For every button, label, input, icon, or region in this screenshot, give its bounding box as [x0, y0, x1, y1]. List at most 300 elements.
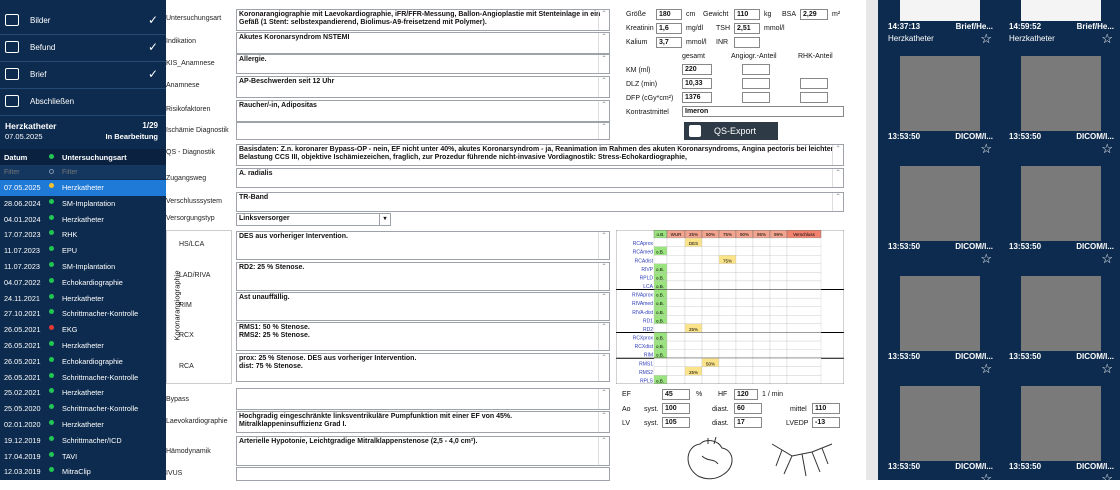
grid-mark-label: 25%	[688, 326, 699, 332]
lvedp-label: LVEDP	[786, 420, 809, 427]
grid-cell[interactable]	[685, 290, 702, 299]
grid-cell[interactable]	[685, 350, 702, 359]
grid-cell[interactable]	[770, 290, 787, 299]
grid-cell[interactable]	[702, 341, 719, 350]
grid-cell[interactable]	[753, 255, 770, 264]
grid-cell[interactable]	[736, 298, 753, 307]
history-row[interactable]	[0, 259, 166, 275]
history-row[interactable]	[0, 306, 166, 322]
history-row[interactable]	[0, 370, 166, 386]
grid-cell[interactable]	[787, 315, 821, 324]
grid-cell[interactable]	[787, 307, 821, 316]
field-box[interactable]	[236, 76, 610, 98]
field-scrollbar[interactable]: ⌃	[598, 293, 609, 320]
grid-cell[interactable]	[667, 358, 685, 367]
grid-cell[interactable]	[719, 272, 736, 281]
dlz-angio-input[interactable]	[742, 78, 770, 89]
grid-cell[interactable]	[753, 298, 770, 307]
check-icon: ✓	[147, 67, 158, 81]
grid-cell[interactable]	[719, 350, 736, 359]
history-row[interactable]	[0, 449, 166, 465]
grid-cell[interactable]	[787, 375, 821, 384]
star-icon[interactable]: ☆	[1101, 31, 1113, 46]
image-thumbnail[interactable]	[1001, 386, 1118, 490]
history-row[interactable]	[0, 322, 166, 338]
grid-cell[interactable]	[702, 290, 719, 299]
grid-cell[interactable]	[770, 341, 787, 350]
grid-cell[interactable]	[702, 281, 719, 290]
grid-cell[interactable]	[770, 247, 787, 256]
grid-cell[interactable]	[702, 238, 719, 247]
grid-cell[interactable]	[685, 307, 702, 316]
grid-cell[interactable]	[736, 358, 753, 367]
history-table-header	[0, 149, 166, 165]
grid-cell[interactable]	[736, 238, 753, 247]
kreatinin-input[interactable]: 1,6	[656, 23, 682, 34]
grid-cell[interactable]	[770, 367, 787, 376]
grid-cell[interactable]	[753, 375, 770, 384]
dlz-input[interactable]: 10,33	[682, 78, 712, 89]
grid-cell[interactable]	[787, 255, 821, 264]
lvedp-input[interactable]: -13	[812, 417, 840, 428]
history-type: SM-Implantation	[62, 262, 116, 271]
image-time: 13:53:50	[1009, 352, 1042, 361]
grid-cell[interactable]	[702, 272, 719, 281]
grid-cell[interactable]	[736, 281, 753, 290]
history-row[interactable]	[0, 243, 166, 259]
history-date: 11.07.2023	[4, 246, 40, 256]
grid-cell[interactable]	[685, 255, 702, 264]
field-scrollbar[interactable]: ⌃	[832, 193, 843, 211]
column-type[interactable]: Untersuchungsart	[62, 153, 127, 162]
grid-header-label: Verschluss	[793, 232, 815, 237]
ivus-label: IVUS	[166, 470, 183, 477]
field-scrollbar[interactable]: ⌃	[598, 55, 609, 73]
field-scrollbar[interactable]: ⌃	[598, 389, 609, 409]
grid-cell[interactable]	[736, 247, 753, 256]
grid-header-label: 75%	[722, 232, 733, 237]
history-type: Herzkatheter	[62, 341, 104, 350]
grid-cell[interactable]	[787, 367, 821, 376]
image-thumbnail[interactable]	[1001, 0, 1118, 50]
history-date: 04.07.2022	[4, 277, 41, 287]
angiography-image[interactable]	[900, 0, 980, 21]
star-icon[interactable]: ☆	[1101, 471, 1113, 486]
history-row[interactable]	[0, 433, 166, 449]
angiography-image[interactable]	[900, 386, 980, 461]
star-icon[interactable]: ☆	[1101, 251, 1113, 266]
angiography-image[interactable]	[1021, 56, 1101, 131]
dfp-rhk-input[interactable]	[800, 92, 828, 103]
grid-cell[interactable]	[770, 255, 787, 264]
chevron-down-icon[interactable]: ▾	[379, 214, 390, 225]
image-time: 13:53:50	[888, 242, 921, 251]
bypass-field[interactable]	[236, 388, 610, 410]
grid-cell[interactable]	[702, 324, 719, 333]
grid-cell[interactable]	[770, 281, 787, 290]
grid-cell[interactable]	[770, 298, 787, 307]
image-thumbnail[interactable]	[880, 386, 997, 490]
grid-cell[interactable]	[667, 324, 685, 333]
grid-cell[interactable]	[736, 324, 753, 333]
grid-cell[interactable]	[787, 298, 821, 307]
grid-cell[interactable]	[787, 350, 821, 359]
grid-cell[interactable]	[719, 281, 736, 290]
segment-label: RCX	[179, 332, 194, 339]
grid-cell[interactable]	[702, 350, 719, 359]
grid-cell[interactable]	[719, 238, 736, 247]
qs-export-label: QS-Export	[714, 126, 757, 136]
grid-cell[interactable]	[753, 350, 770, 359]
stenosis-grid[interactable]	[616, 230, 844, 384]
field-box[interactable]	[236, 32, 610, 54]
history-row[interactable]	[0, 227, 166, 243]
field-scrollbar[interactable]: ⌃	[598, 33, 609, 53]
grid-cell[interactable]	[719, 298, 736, 307]
gewicht-input[interactable]: 110	[734, 9, 760, 20]
grid-cell[interactable]	[787, 324, 821, 333]
grid-cell[interactable]	[702, 307, 719, 316]
segment-field[interactable]	[236, 231, 610, 260]
grid-cell[interactable]	[654, 367, 667, 376]
grid-cell[interactable]	[685, 358, 702, 367]
grid-ob-label: o.B.	[656, 309, 665, 315]
status-dot	[49, 373, 54, 378]
grid-cell[interactable]	[667, 350, 685, 359]
grid-cell[interactable]	[654, 238, 667, 247]
grid-cell[interactable]	[685, 247, 702, 256]
grid-cell[interactable]	[702, 332, 719, 341]
grid-cell[interactable]	[719, 341, 736, 350]
dfp-input[interactable]: 1376	[682, 92, 712, 103]
history-row[interactable]	[0, 385, 166, 401]
grid-cell[interactable]	[667, 255, 685, 264]
ef-input[interactable]: 45	[662, 389, 690, 400]
segment-text: RD2: 25 % Stenose.	[239, 264, 305, 271]
grid-header-label: 95%	[756, 232, 767, 237]
column-date[interactable]: Datum	[4, 153, 28, 162]
grid-cell[interactable]	[702, 247, 719, 256]
angiography-image[interactable]	[900, 56, 980, 131]
grid-row-label: LCA	[643, 284, 653, 291]
grid-cell[interactable]	[736, 272, 753, 281]
grid-cell[interactable]	[736, 332, 753, 341]
grid-cell[interactable]	[667, 281, 685, 290]
field-scrollbar[interactable]: ⌃	[832, 145, 843, 165]
verschlusssystem-field[interactable]	[236, 192, 844, 212]
ao-mittel-input[interactable]: 110	[812, 403, 840, 414]
bsa-input[interactable]: 2,29	[800, 9, 828, 20]
grid-cell[interactable]	[685, 315, 702, 324]
kontrastmittel-select[interactable]: Imeron	[682, 106, 844, 117]
grid-cell[interactable]	[787, 272, 821, 281]
grid-cell[interactable]	[685, 375, 702, 384]
grid-cell[interactable]	[719, 307, 736, 316]
history-date: 26.05.2021	[4, 356, 41, 366]
grid-cell[interactable]	[770, 375, 787, 384]
field-scrollbar[interactable]: ⌃	[598, 77, 609, 97]
image-thumbnail[interactable]	[880, 166, 997, 270]
field-box[interactable]	[236, 54, 610, 74]
grid-cell[interactable]	[770, 350, 787, 359]
grid-cell[interactable]	[702, 264, 719, 273]
grid-cell[interactable]	[667, 375, 685, 384]
grid-cell[interactable]	[654, 358, 667, 367]
angiography-image[interactable]	[900, 166, 980, 241]
grid-cell[interactable]	[753, 332, 770, 341]
grid-row-label: RPLS	[639, 378, 653, 384]
field-scrollbar[interactable]: ⌃	[598, 232, 609, 259]
grid-cell[interactable]	[719, 332, 736, 341]
star-icon[interactable]: ☆	[980, 141, 992, 156]
ao-diast-input[interactable]: 60	[734, 403, 762, 414]
grid-cell[interactable]	[667, 272, 685, 281]
field-box[interactable]	[236, 9, 610, 31]
image-source: DICOM/I...	[955, 132, 993, 141]
segment-field[interactable]	[236, 292, 610, 321]
history-row[interactable]	[0, 401, 166, 417]
grid-header-label: 25%	[688, 232, 699, 237]
history-row[interactable]	[0, 417, 166, 433]
grid-cell[interactable]	[667, 315, 685, 324]
grid-cell[interactable]	[719, 264, 736, 273]
image-thumbnail[interactable]	[1001, 276, 1118, 380]
grid-cell[interactable]	[753, 272, 770, 281]
grid-cell[interactable]	[719, 358, 736, 367]
grid-cell[interactable]	[787, 238, 821, 247]
history-row[interactable]	[0, 196, 166, 212]
star-icon[interactable]: ☆	[980, 31, 992, 46]
lv-diast-input[interactable]: 17	[734, 417, 762, 428]
grid-cell[interactable]	[667, 247, 685, 256]
dlz-rhk-input[interactable]	[800, 78, 828, 89]
grid-cell[interactable]	[736, 315, 753, 324]
history-date: 26.05.2021	[4, 341, 41, 350]
laevokardiographie-field[interactable]	[236, 411, 610, 433]
grid-cell[interactable]	[787, 247, 821, 256]
grid-ob-label: o.B.	[656, 266, 665, 272]
grid-cell[interactable]	[770, 358, 787, 367]
grid-cell[interactable]	[685, 272, 702, 281]
image-thumbnail[interactable]	[1001, 56, 1118, 160]
versorgung-label: Versorgungstyp	[166, 215, 215, 222]
grid-cell[interactable]	[736, 307, 753, 316]
grid-cell[interactable]	[667, 290, 685, 299]
grid-cell[interactable]	[719, 367, 736, 376]
segment-field[interactable]	[236, 353, 610, 382]
history-row[interactable]	[0, 291, 166, 307]
grid-cell[interactable]	[719, 290, 736, 299]
grid-cell[interactable]	[719, 315, 736, 324]
grid-cell[interactable]	[667, 238, 685, 247]
grid-cell[interactable]	[667, 332, 685, 341]
field-scrollbar[interactable]: ⌃	[598, 323, 609, 350]
grid-cell[interactable]	[736, 375, 753, 384]
grid-cell[interactable]	[702, 375, 719, 384]
grid-ob-label: o.B.	[656, 335, 665, 341]
grid-cell[interactable]	[685, 264, 702, 273]
grid-cell[interactable]	[736, 341, 753, 350]
history-row[interactable]	[0, 354, 166, 370]
history-type: RHK	[62, 230, 78, 240]
filter-date-input[interactable]	[2, 166, 46, 179]
angiography-image[interactable]	[1021, 386, 1101, 461]
qs-export-button[interactable]	[684, 122, 778, 140]
grid-cell[interactable]	[753, 238, 770, 247]
grid-cell[interactable]	[667, 367, 685, 376]
grid-cell[interactable]	[667, 307, 685, 316]
angiography-image[interactable]	[1021, 276, 1101, 351]
haemodynamik-field[interactable]	[236, 436, 610, 466]
grid-cell[interactable]	[654, 255, 667, 264]
grid-cell[interactable]	[685, 332, 702, 341]
ao-syst-input[interactable]: 100	[662, 403, 690, 414]
angiography-image[interactable]	[1021, 166, 1101, 241]
grid-cell[interactable]	[667, 264, 685, 273]
zugangsweg-field[interactable]	[236, 168, 844, 188]
qs-diagnostik-field[interactable]	[236, 144, 844, 166]
tsh-unit: mmol/l	[764, 25, 785, 32]
ao-diast-label: diast.	[712, 406, 729, 413]
check-icon: ✓	[147, 40, 158, 54]
verschluss-label: Verschlusssystem	[166, 198, 223, 205]
star-icon[interactable]: ☆	[980, 251, 992, 266]
history-row[interactable]	[0, 275, 166, 291]
grid-cell[interactable]	[702, 367, 719, 376]
history-row[interactable]	[0, 180, 166, 196]
grid-cell[interactable]	[719, 375, 736, 384]
angiography-image[interactable]	[900, 276, 980, 351]
grid-cell[interactable]	[702, 255, 719, 264]
form-scrollbar[interactable]	[866, 0, 878, 480]
field-box[interactable]	[236, 100, 610, 122]
grid-cell[interactable]	[702, 315, 719, 324]
dfp-angio-input[interactable]	[742, 92, 770, 103]
field-scrollbar[interactable]: ⌃	[598, 437, 609, 465]
grid-cell[interactable]	[753, 367, 770, 376]
grid-cell[interactable]	[770, 307, 787, 316]
nav-item-2[interactable]	[0, 62, 166, 89]
kalium-input[interactable]: 3,7	[656, 37, 682, 48]
grid-cell[interactable]	[753, 324, 770, 333]
grid-cell[interactable]	[787, 281, 821, 290]
image-thumbnail[interactable]	[880, 276, 997, 380]
grid-cell[interactable]	[770, 324, 787, 333]
grid-cell[interactable]	[753, 307, 770, 316]
angiography-image[interactable]	[1021, 0, 1101, 21]
grid-cell[interactable]	[654, 324, 667, 333]
grid-cell[interactable]	[787, 341, 821, 350]
segment-label: RCA	[179, 363, 194, 370]
ischaemie-field[interactable]	[236, 122, 610, 140]
field-text: AP-Beschwerden seit 12 Uhr	[239, 78, 335, 85]
grid-cell[interactable]	[770, 315, 787, 324]
grid-cell[interactable]	[736, 290, 753, 299]
hf-input[interactable]: 120	[734, 389, 758, 400]
image-source: DICOM/I...	[955, 242, 993, 251]
grid-cell[interactable]	[787, 358, 821, 367]
field-scrollbar[interactable]: ⌃	[598, 101, 609, 121]
grid-cell[interactable]	[736, 255, 753, 264]
groesse-input[interactable]: 180	[656, 9, 682, 20]
segment-field[interactable]	[236, 262, 610, 291]
grid-cell[interactable]	[702, 298, 719, 307]
lv-syst-input[interactable]: 105	[662, 417, 690, 428]
grid-cell[interactable]	[753, 315, 770, 324]
versorgungstyp-select[interactable]	[236, 213, 391, 226]
grid-cell[interactable]	[753, 264, 770, 273]
nav-item-0[interactable]	[0, 8, 166, 35]
image-time: 13:53:50	[1009, 242, 1042, 251]
star-icon[interactable]: ☆	[1101, 361, 1113, 376]
history-row[interactable]	[0, 338, 166, 354]
ivus-field[interactable]	[236, 467, 610, 481]
grid-cell[interactable]	[736, 264, 753, 273]
image-thumbnail[interactable]	[880, 56, 997, 160]
field-scrollbar[interactable]: ⌃	[598, 412, 609, 432]
grid-cell[interactable]	[753, 341, 770, 350]
grid-cell[interactable]	[770, 332, 787, 341]
history-row[interactable]	[0, 212, 166, 228]
km-input[interactable]: 220	[682, 64, 712, 75]
grid-cell[interactable]	[753, 358, 770, 367]
tsh-input[interactable]: 2,51	[734, 23, 760, 34]
inr-input[interactable]	[734, 37, 760, 48]
grid-cell[interactable]	[685, 281, 702, 290]
grid-cell[interactable]	[753, 290, 770, 299]
grid-cell[interactable]	[736, 350, 753, 359]
field-scrollbar[interactable]: ⌃	[598, 354, 609, 381]
history-row[interactable]	[0, 464, 166, 480]
grid-cell[interactable]	[719, 247, 736, 256]
grid-cell[interactable]	[667, 298, 685, 307]
field-scrollbar[interactable]: ⌃	[598, 10, 609, 30]
grid-cell[interactable]	[787, 332, 821, 341]
field-scrollbar[interactable]: ⌃	[598, 123, 609, 139]
star-icon[interactable]: ☆	[980, 471, 992, 486]
image-thumbnail[interactable]	[880, 0, 997, 50]
star-icon[interactable]: ☆	[1101, 141, 1113, 156]
nav-item-1[interactable]	[0, 35, 166, 62]
grid-cell[interactable]	[736, 367, 753, 376]
grid-cell[interactable]	[685, 341, 702, 350]
image-thumbnail[interactable]	[1001, 166, 1118, 270]
km-angio-input[interactable]	[742, 64, 770, 75]
status-dot	[49, 357, 54, 362]
grid-cell[interactable]	[770, 238, 787, 247]
filter-type-input[interactable]	[60, 166, 164, 179]
status-dot	[49, 420, 54, 425]
gewicht-unit: kg	[764, 11, 772, 18]
field-scrollbar[interactable]: ⌃	[598, 263, 609, 290]
grid-cell[interactable]	[753, 247, 770, 256]
grid-cell[interactable]	[753, 281, 770, 290]
image-time: 14:59:52	[1009, 22, 1042, 31]
grid-cell[interactable]	[787, 264, 821, 273]
star-icon[interactable]: ☆	[980, 361, 992, 376]
history-date: 28.06.2024	[4, 198, 41, 208]
grid-cell[interactable]	[685, 298, 702, 307]
nav-item-3[interactable]	[0, 89, 166, 116]
grid-cell[interactable]	[770, 272, 787, 281]
segment-field[interactable]	[236, 322, 610, 351]
grid-cell[interactable]	[770, 264, 787, 273]
grid-cell[interactable]	[719, 324, 736, 333]
lv-diast-label: diast.	[712, 420, 729, 427]
grid-cell[interactable]	[667, 341, 685, 350]
grid-cell[interactable]	[787, 290, 821, 299]
field-scrollbar[interactable]: ⌃	[832, 169, 843, 187]
